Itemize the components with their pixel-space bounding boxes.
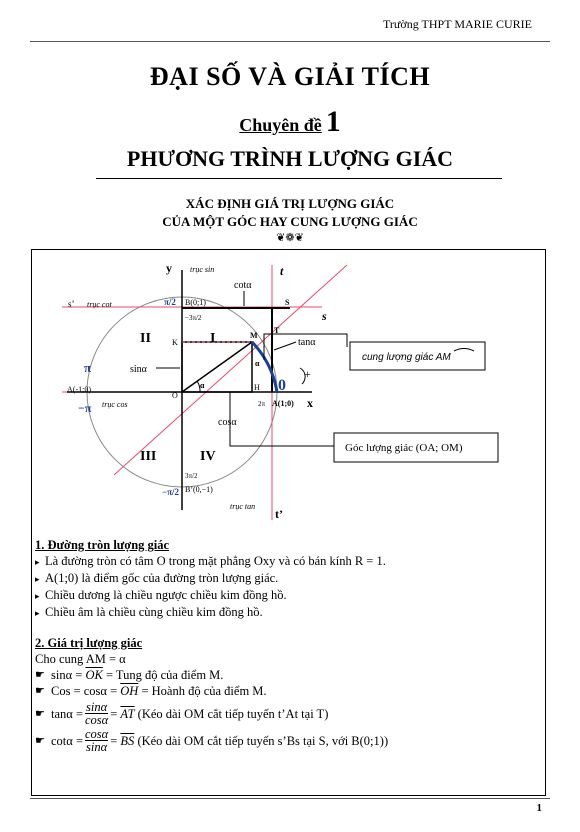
- b-label: B(0;1): [185, 298, 206, 307]
- section1-item: [35, 553, 535, 570]
- quadrant-i: I: [210, 331, 216, 346]
- section-heading-line2: CỦA MỘT GÓC HAY CUNG LƯỢNG GIÁC: [162, 214, 418, 229]
- topic-line: [0, 105, 580, 139]
- pointing-hand-icon: ☛: [35, 685, 45, 697]
- pointing-hand-icon: ☛: [35, 707, 45, 720]
- axis-s-label: s: [322, 309, 327, 323]
- cot-definition: [35, 728, 535, 753]
- t-point-label: T: [274, 326, 280, 335]
- tan-value-label: tanα: [298, 337, 316, 348]
- section1-item: [35, 604, 535, 621]
- tan-rest: (Kéo dài OM cắt tiếp tuyến t’At tại T): [137, 706, 329, 721]
- m-label: M: [250, 331, 258, 340]
- page-number: 1: [536, 802, 542, 814]
- axis-cot-label: trục cot: [87, 300, 112, 309]
- section1-item: [35, 570, 535, 587]
- bullet-icon: ▸: [35, 591, 40, 601]
- two-pi-label: 2π: [258, 400, 266, 408]
- neg-pi-half-label: −π/2: [162, 487, 180, 497]
- cos-rest: = Hoành độ của điểm M.: [141, 684, 267, 698]
- axis-tan-label: trục tan: [230, 502, 256, 511]
- axis-cos-label: trục cos: [102, 400, 128, 409]
- sin-lhs: sinα =: [51, 668, 83, 682]
- cot-lhs: cotα =: [51, 733, 83, 748]
- unit-circle-diagram: [32, 250, 543, 535]
- alpha-arc-label: α: [255, 359, 260, 368]
- section2-intro: Cho cung AM = α: [35, 652, 126, 666]
- k-label: K: [172, 338, 178, 347]
- three-pi-half-label: 3π/2: [185, 472, 198, 480]
- footer-rule: [30, 798, 550, 799]
- section1-item-text: Là đường tròn có tâm O trong mặt phẳng Oxy và có bán kính R = 1.: [45, 554, 386, 568]
- section1-item-text: A(1;0) là điểm gốc của đường tròn lượng giác.: [45, 571, 279, 585]
- s-prime-label: s’: [68, 299, 75, 309]
- s-point-label: S: [285, 298, 290, 307]
- bullet-icon: ▸: [35, 574, 40, 584]
- section1-item: [35, 587, 535, 604]
- o-label: O: [172, 391, 178, 400]
- plus-label: +: [304, 367, 311, 381]
- tan-lhs: tanα =: [51, 706, 83, 721]
- pointing-hand-icon: ☛: [35, 669, 45, 681]
- axis-t-label: t: [280, 264, 284, 278]
- b-prime-label: B’(0,−1): [185, 485, 213, 494]
- subtitle-rule: [96, 178, 502, 179]
- bullet-icon: ▸: [35, 557, 40, 567]
- cot-fraction: $\frac{\cos\alpha}{\sin\alpha}$: [85, 727, 109, 754]
- cos-lhs: Cos = cosα =: [51, 684, 118, 698]
- om-segment: [182, 342, 252, 392]
- a-label: A(1;0): [272, 399, 294, 408]
- zero-label: 0: [278, 377, 286, 394]
- cot-value-label: cotα: [234, 280, 252, 291]
- pi-label: π: [84, 360, 92, 375]
- quadrant-iii: III: [140, 449, 157, 464]
- cos-bar: $\overline{OH}$: [120, 684, 139, 698]
- header-school: Trường THPT MARIE CURIE: [383, 17, 532, 31]
- tan-bar: $\overline{AT}$: [120, 706, 135, 721]
- cot-bar: $\overline{BS}$: [120, 733, 135, 748]
- pi-half-label: π/2: [164, 297, 176, 307]
- ornament-icon: ❦❁❦: [276, 232, 304, 244]
- topic-number: 1: [325, 105, 341, 138]
- section-heading-line1: XÁC ĐỊNH GIÁ TRỊ LƯỢNG GIÁC: [185, 196, 395, 211]
- axis-t-prime-label: t’: [275, 507, 283, 521]
- axis-sin-label: trục sin: [190, 265, 215, 274]
- section1-item-text: Chiều âm là chiều cùng chiều kim đồng hồ.: [45, 605, 263, 619]
- quadrant-ii: II: [140, 331, 151, 346]
- header-rule: [30, 41, 550, 42]
- tan-fraction: $\frac{\sin\alpha}{\cos\alpha}$: [85, 700, 109, 727]
- a-prime-label: A(-1;0): [67, 385, 91, 394]
- angle-callout-text: Góc lượng giác (OA; OM): [345, 442, 463, 454]
- bullet-icon: ▸: [35, 608, 40, 618]
- cot-rest: (Kéo dài OM cắt tiếp tuyến s’Bs tại S, với B(0;1)): [137, 733, 389, 748]
- pointing-hand-icon: ☛: [35, 734, 45, 747]
- sin-bar: $\overline{OK}$: [85, 668, 103, 682]
- sin-definition: [35, 667, 535, 683]
- h-label: H: [254, 383, 260, 392]
- tan-definition: [35, 701, 535, 726]
- section2-title: 2. Giá trị lượng giác: [35, 636, 143, 650]
- sin-value-label: sinα: [130, 364, 147, 375]
- sin-rest: = Tung độ của điểm M.: [105, 668, 224, 682]
- subtitle: PHƯƠNG TRÌNH LƯỢNG GIÁC: [126, 146, 454, 171]
- neg-three-pi-half-label: −3π/2: [185, 314, 202, 322]
- section1-item-text: Chiều dương là chiều ngược chiều kim đồng hồ.: [45, 588, 287, 602]
- tan-value-pointer: [274, 342, 296, 350]
- content-area: [35, 537, 535, 753]
- cos-value-label: cosα: [218, 417, 237, 428]
- topic-label: Chuyên đề: [239, 115, 322, 135]
- section1-title: 1. Đường tròn lượng giác: [35, 538, 170, 552]
- cos-definition: [35, 683, 535, 699]
- neg-pi-label: −π: [78, 401, 92, 415]
- main-title: ĐẠI SỐ VÀ GIẢI TÍCH: [149, 62, 431, 91]
- arc-callout-text: cung lượng giác AM: [362, 352, 451, 363]
- alpha-angle-label: α: [200, 381, 205, 390]
- axis-y-label: y: [166, 261, 172, 275]
- axis-x-label: x: [307, 396, 313, 410]
- tan-eq: =: [110, 706, 118, 721]
- quadrant-iv: IV: [200, 449, 216, 464]
- cot-eq: =: [110, 733, 118, 748]
